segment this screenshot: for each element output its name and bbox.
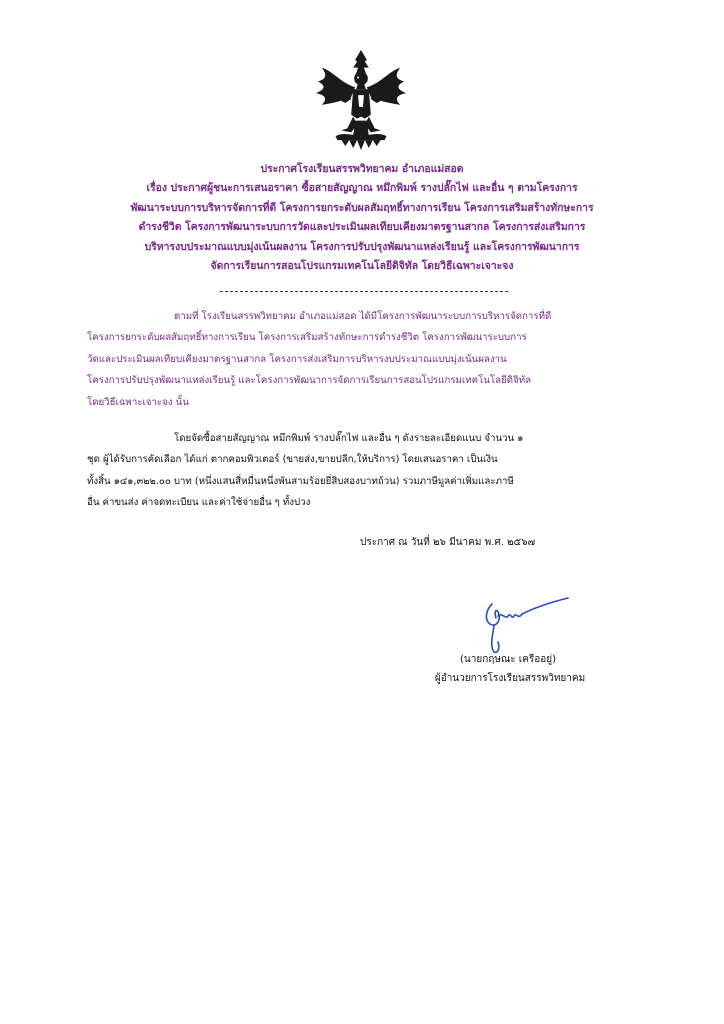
paragraph-line: อื่น ค่าขนส่ง ค่าจดทะเบียน และค่าใช้จ่ายอื่น ๆ ทั้งปวง: [87, 497, 311, 509]
subject-line: พัฒนาระบบการบริหารจัดการที่ดี โครงการยกระดับผลสัมฤทธิ์ทางการเรียน โครงการเสริมสร้างทักษะการ: [130, 201, 594, 214]
paragraph-award-details: [87, 428, 647, 514]
paragraph-line: วัดและประเมินผลเทียบเคียงมาตรฐานสากล โครงการส่งเสริมการบริหารงบประมาณแบบมุ่งเน้นผลงาน: [87, 353, 507, 365]
paragraph-line: โครงการยกระดับผลสัมฤทธิ์ทางการเรียน โครงการเสริมสร้างทักษะการดำรงชีวิต โครงการพัฒนาระบบการ: [87, 332, 527, 344]
paragraph-line: โดยจัดซื้อสายสัญญาณ หมึกพิมพ์ รางปลั๊กไฟ และอื่น ๆ ดังรายละเอียดแนบ จำนวน ๑: [174, 433, 524, 444]
subject-line: บริหารงบประมาณแบบมุ่งเน้นผลงาน โครงการปรับปรุงพัฒนาแหล่งเรียนรู้ และโครงการพัฒนาการ: [144, 240, 580, 253]
garuda-emblem-icon: [312, 46, 410, 154]
paragraph-line: ชุด ผู้ได้รับการคัดเลือก ได้แก่ ตากคอมพิวเตอร์ (ขายส่ง,ขายปลีก,ให้บริการ) โดยเสนอราคา เป็นเงิน: [87, 454, 498, 466]
announcement-title: ประกาศโรงเรียนสรรพวิทยาคม อำเภอแม่สอด: [260, 163, 464, 175]
handwritten-signature: [468, 590, 578, 654]
signer-title: ผู้อำนวยการโรงเรียนสรรพวิทยาคม: [434, 673, 586, 684]
paragraph-line: ตามที่ โรงเรียนสรรพวิทยาคม อำเภอแม่สอด ได้มีโครงการพัฒนาระบบการบริหารจัดการที่ดี: [174, 311, 552, 322]
signer-name: (นายกฤษณะ เครืออยู่): [460, 654, 556, 665]
announcement-date: ประกาศ ณ วันที่ ๒๖ มีนาคม พ.ศ. ๒๕๖๗: [360, 537, 536, 548]
subject-line: จัดการเรียนการสอนโปรแกรมเทคโนโลยีดิจิทัล โดยวิธีเฉพาะเจาะจง: [210, 260, 514, 273]
paragraph-project-background: [87, 306, 647, 413]
paragraph-line: ทั้งสิ้น ๑๔๑,๓๒๒.๐๐ บาท (หนึ่งแสนสี่หมื่นหนึ่งพันสามร้อยยี่สิบสองบาทถ้วน) รวมภาษีมูลค่าเพิ่มและภาษี: [87, 475, 514, 487]
announcement-heading: [60, 160, 664, 276]
divider-line: [220, 291, 508, 292]
subject-line: ดำรงชีวิต โครงการพัฒนาระบบการวัดและประเมินผลเทียบเคียงมาตรฐานสากล โครงการส่งเสริมการ: [138, 221, 586, 234]
paragraph-line: โครงการปรับปรุงพัฒนาแหล่งเรียนรู้ และโครงการพัฒนาการจัดการเรียนการสอนโปรแกรมเทคโนโลยีดิจิทัล: [87, 375, 532, 387]
paragraph-line: โดยวิธีเฉพาะเจาะจง นั้น: [87, 396, 189, 408]
subject-line: เรื่อง ประกาศผู้ชนะการเสนอราคา ซื้อสายสัญญาณ หมึกพิมพ์ รางปลั๊กไฟ และอื่น ๆ ตามโครงการ: [146, 182, 578, 195]
